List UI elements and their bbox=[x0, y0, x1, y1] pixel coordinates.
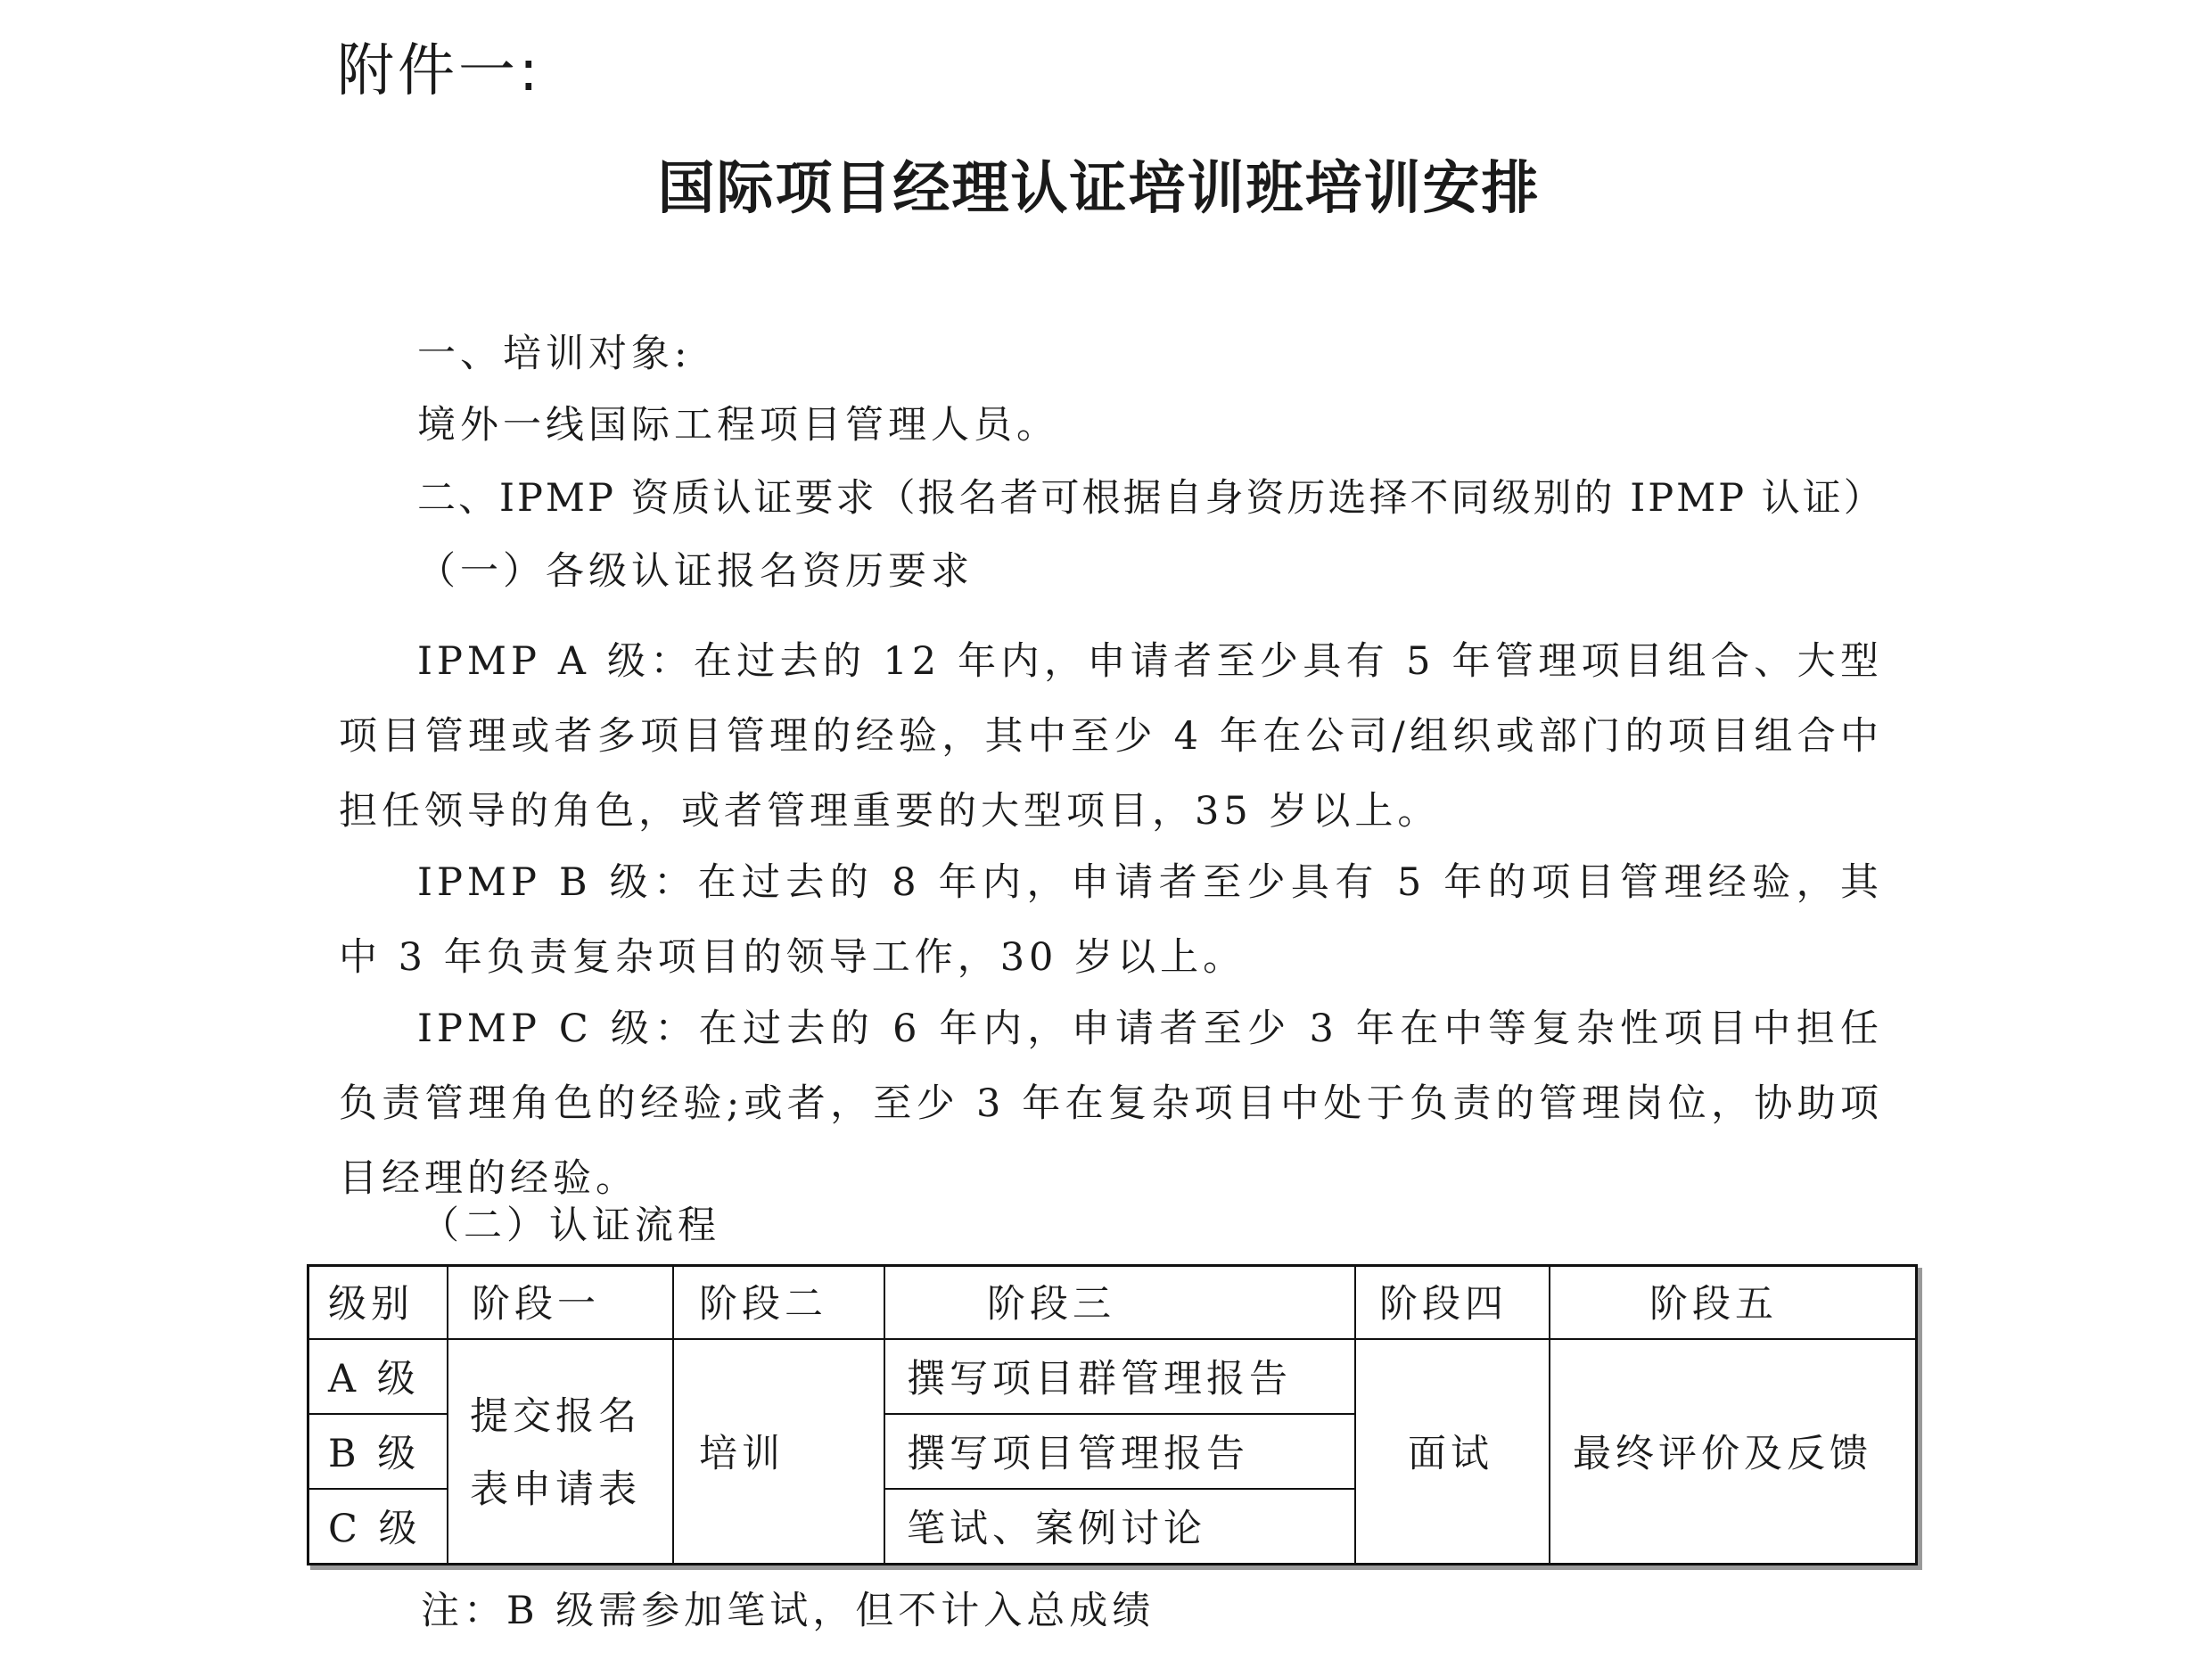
stage1-line2: 表申请表 bbox=[470, 1467, 641, 1512]
header-stage3: 阶段三 bbox=[987, 1282, 1115, 1327]
section2-heading: 二、IPMP 资质认证要求（报名者可根据自身资历选择不同级别的 IPMP 认证） bbox=[417, 476, 1885, 521]
table-note: 注：B 级需参加笔试，但不计入总成绩 bbox=[421, 1589, 1155, 1633]
certification-process-table bbox=[307, 1264, 1918, 1565]
level-b-requirement: IPMP B 级：在过去的 8 年内，申请者至少具有 5 年的项目管理经验，其中 3 年负责复杂项目的领导工作，30 岁以上。 bbox=[339, 860, 1883, 980]
stage4-cell: 面试 bbox=[1408, 1432, 1493, 1476]
stage1-line1: 提交报名 bbox=[470, 1394, 641, 1439]
stage5-cell: 最终评价及反馈 bbox=[1573, 1432, 1872, 1476]
header-stage1: 阶段一 bbox=[472, 1282, 600, 1327]
document-title-text: 国际项目经理认证培训班培训安排 bbox=[657, 156, 1541, 222]
attachment-label: 附件一: bbox=[337, 38, 542, 104]
stage3-level-c: 笔试、案例讨论 bbox=[907, 1507, 1206, 1551]
level-a-requirement: IPMP A 级：在过去的 12 年内，申请者至少具有 5 年管理项目组合、大型项目管理或者多项目管理的经验，其中至少 4 年在公司/组织或部门的项目组合中担任领导的角色，或者管理重要的大型项目，35 岁以上。 bbox=[339, 639, 1883, 834]
document-title bbox=[0, 143, 2212, 225]
level-c-requirement: IPMP C 级：在过去的 6 年内，申请者至少 3 年在中等复杂性项目中担任负责管理角色的经验;或者，至少 3 年在复杂项目中处于负责的管理岗位，协助项目经理的经验。 bbox=[339, 1007, 1883, 1201]
stage3-level-b: 撰写项目管理报告 bbox=[907, 1432, 1249, 1476]
level-c-cell: C 级 bbox=[328, 1507, 422, 1551]
level-b-cell: B 级 bbox=[328, 1432, 421, 1476]
stage2-cell: 培训 bbox=[699, 1432, 785, 1476]
section1-text: 境外一线国际工程项目管理人员。 bbox=[417, 403, 1059, 448]
header-stage4: 阶段四 bbox=[1379, 1282, 1508, 1327]
subsection1-heading: （一）各级认证报名资历要求 bbox=[417, 549, 974, 594]
header-stage2: 阶段二 bbox=[699, 1282, 827, 1327]
header-level: 级别 bbox=[328, 1282, 414, 1327]
subsection2-heading: （二）认证流程 bbox=[421, 1204, 720, 1248]
section1-heading: 一、培训对象: bbox=[417, 332, 692, 376]
level-a-cell: A 级 bbox=[328, 1357, 420, 1401]
header-stage5: 阶段五 bbox=[1649, 1282, 1778, 1327]
stage3-level-a: 撰写项目群管理报告 bbox=[907, 1357, 1292, 1401]
